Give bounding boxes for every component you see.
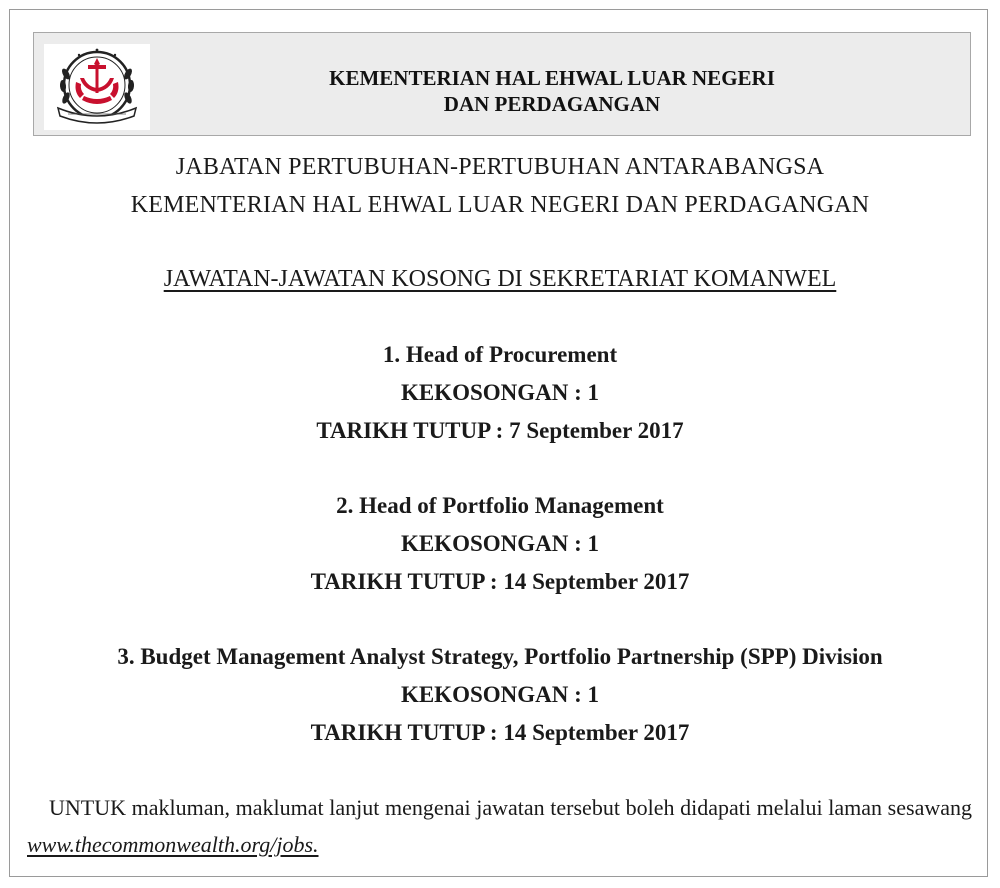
vacancy-title-text: JAWATAN-JAWATAN KOSONG DI SEKRETARIAT KOMANWEL xyxy=(163,266,837,292)
job-listing xyxy=(0,638,1000,752)
job-closing-date: TARIKH TUTUP : 7 September 2017 xyxy=(316,418,684,443)
department-line1: JABATAN PERTUBUHAN-PERTUBUHAN ANTARABANGSA xyxy=(175,154,825,180)
department-heading xyxy=(0,148,1000,224)
ministry-name-line2: DAN PERDAGANGAN xyxy=(443,92,661,116)
job-vacancies: KEKOSONGAN : 1 xyxy=(400,380,600,405)
commonwealth-jobs-link[interactable]: www.thecommonwealth.org/jobs. xyxy=(27,832,319,857)
department-line2: KEMENTERIAN HAL EHWAL LUAR NEGERI DAN PERDAGANGAN xyxy=(130,192,870,218)
info-note-text: UNTUK makluman, maklumat lanjut mengenai jawatan tersebut boleh didapati melalui laman sesawang xyxy=(49,795,972,820)
job-closing-date: TARIKH TUTUP : 14 September 2017 xyxy=(310,720,690,745)
vacancy-title xyxy=(0,264,1000,294)
ministry-header xyxy=(33,32,971,136)
job-vacancies: KEKOSONGAN : 1 xyxy=(400,531,600,556)
ministry-name-line1: KEMENTERIAN HAL EHWAL LUAR NEGERI xyxy=(329,66,775,90)
job-closing-date: TARIKH TUTUP : 14 September 2017 xyxy=(310,569,690,594)
job-listing xyxy=(0,336,1000,450)
crest-icon xyxy=(44,44,150,130)
job-vacancies: KEKOSONGAN : 1 xyxy=(400,682,600,707)
info-note xyxy=(27,789,972,863)
job-title: 2. Head of Portfolio Management xyxy=(336,493,664,518)
ministry-name xyxy=(164,65,940,117)
job-title: 1. Head of Procurement xyxy=(382,342,618,367)
job-listing xyxy=(0,487,1000,601)
brunei-crest-logo xyxy=(44,44,150,130)
job-title: 3. Budget Management Analyst Strategy, Portfolio Partnership (SPP) Division xyxy=(117,644,883,669)
